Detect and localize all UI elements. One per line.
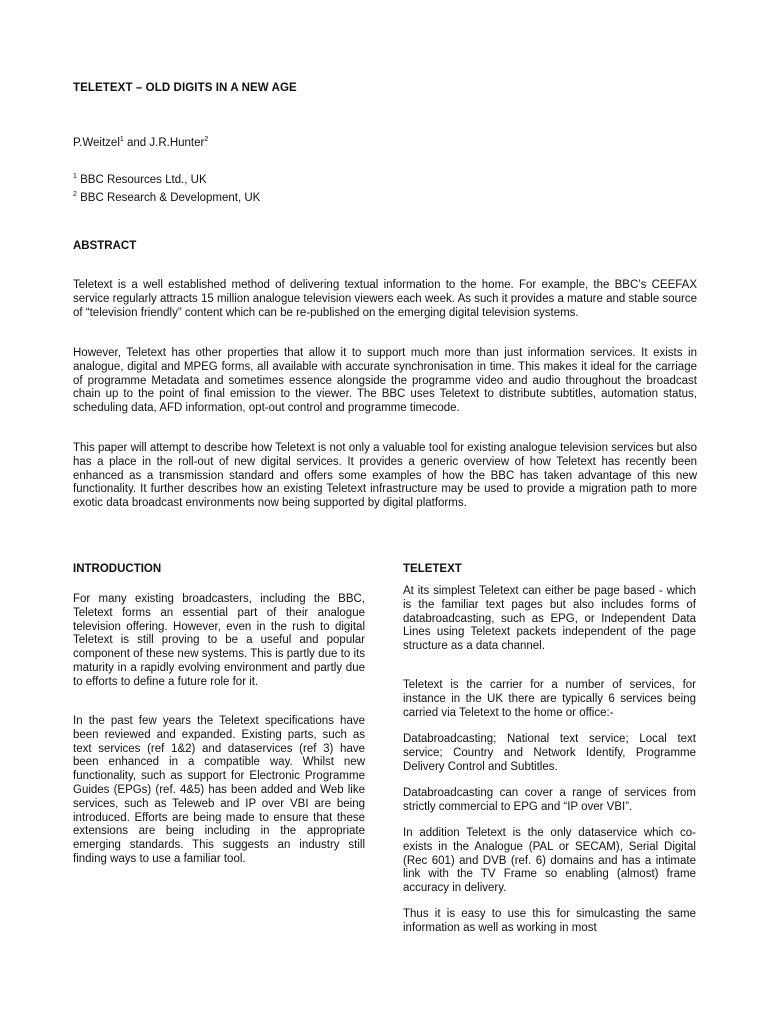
author-joiner: and — [123, 137, 150, 149]
teletext-paragraph: Databroadcasting can cover a range of services from strictly commercial to EPG and “IP over VBI”. — [403, 787, 696, 813]
teletext-heading: TELETEXT — [403, 563, 462, 575]
affiliation-marker: 1 — [73, 173, 77, 181]
teletext-paragraph: Teletext is the carrier for a number of services, for instance in the UK there are typically 6 services being carried via Teletext to the home or office:- — [403, 679, 696, 719]
affiliation-marker: 2 — [73, 191, 77, 199]
introduction-paragraph: For many existing broadcasters, including the BBC, Teletext forms an essential part of their analogue television offering. However, even in the rush to digital Teletext is still proving to be a useful and popular component of these new systems. This is partly due to its maturity in a rapidly evolving environment and partly due to efforts to define a future role for it. — [73, 593, 365, 688]
affiliation-text: BBC Resources Ltd., UK — [76, 174, 207, 186]
abstract-paragraph: This paper will attempt to describe how Teletext is not only a valuable tool for existing analogue television services but also has a place in the roll-out of new digital services. It provides a generic overview of how Teletext has recently been enhanced as a transmission standard and offers some examples of how the BBC has taken advantage of this new functionality. It further describes how an existing Teletext infrastructure may be used to provide a migration path to more exotic data broadcast environments now being supported by digital platforms. — [73, 442, 697, 510]
author-affiliation-marker: 1 — [119, 136, 124, 144]
abstract-paragraph: Teletext is a well established method of delivering textual information to the home. For example, the BBC’s CEEFAX service regularly attracts 15 million analogue television viewers each week. As such it provides a mature and stable source of “television friendly” content which can be re-published on the emerging digital television systems. — [73, 279, 697, 319]
author-name: P.Weitzel — [73, 137, 120, 149]
author-affiliation-marker: 2 — [204, 136, 209, 144]
teletext-paragraph: In addition Teletext is the only dataservice which co-exists in the Analogue (PAL or SECAM), Serial Digital (Rec 601) and DVB (ref. 6) domains and has a intimate link with the TV Frame so enabling (almost) frame accuracy in delivery. — [403, 827, 696, 895]
author-name: J.R.Hunter — [149, 137, 205, 149]
teletext-paragraph: At its simplest Teletext can either be page based - which is the familiar text pages but also includes forms of databroadcasting, such as EPG, or Independent Data Lines using Teletext packets independent of the page structure as a data channel. — [403, 585, 696, 653]
paper-title: TELETEXT – OLD DIGITS IN A NEW AGE — [73, 82, 297, 94]
affiliation-2 — [73, 192, 260, 204]
teletext-paragraph: Databroadcasting; National text service; Local text service; Country and Network Identify, Programme Delivery Control and Subtitles. — [403, 733, 696, 773]
abstract-heading: ABSTRACT — [73, 240, 137, 252]
affiliation-text: BBC Research & Development, UK — [76, 192, 261, 204]
introduction-heading: INTRODUCTION — [73, 563, 162, 575]
introduction-paragraph: In the past few years the Teletext specifications have been reviewed and expanded. Existing parts, such as text services (ref 1&2) and dataservices (ref 3) have been enhanced in a compatible way. Whilst new functionality, such as support for Electronic Programme Guides (EPGs) (ref. 4&5) has been added and Web like services, such as Teleweb and IP over VBI are being introduced. Efforts are being made to ensure that these extensions are being including in the appropriate emerging standards. This suggests an industry still finding ways to use a familiar tool. — [73, 715, 365, 865]
abstract-paragraph: However, Teletext has other properties that allow it to support much more than just information services. It exists in analogue, digital and MPEG forms, all available with accurate synchronisation in time. This makes it ideal for the carriage of programme Metadata and sometimes essence alongside the programme video and audio throughout the broadcast chain up to the point of final emission to the viewer. The BBC uses Teletext to distribute subtitles, automation status, scheduling data, AFD information, opt-out control and programme timecode. — [73, 347, 697, 415]
author-line — [73, 137, 208, 149]
affiliation-1 — [73, 174, 207, 186]
teletext-paragraph: Thus it is easy to use this for simulcasting the same information as well as working in most — [403, 908, 696, 934]
